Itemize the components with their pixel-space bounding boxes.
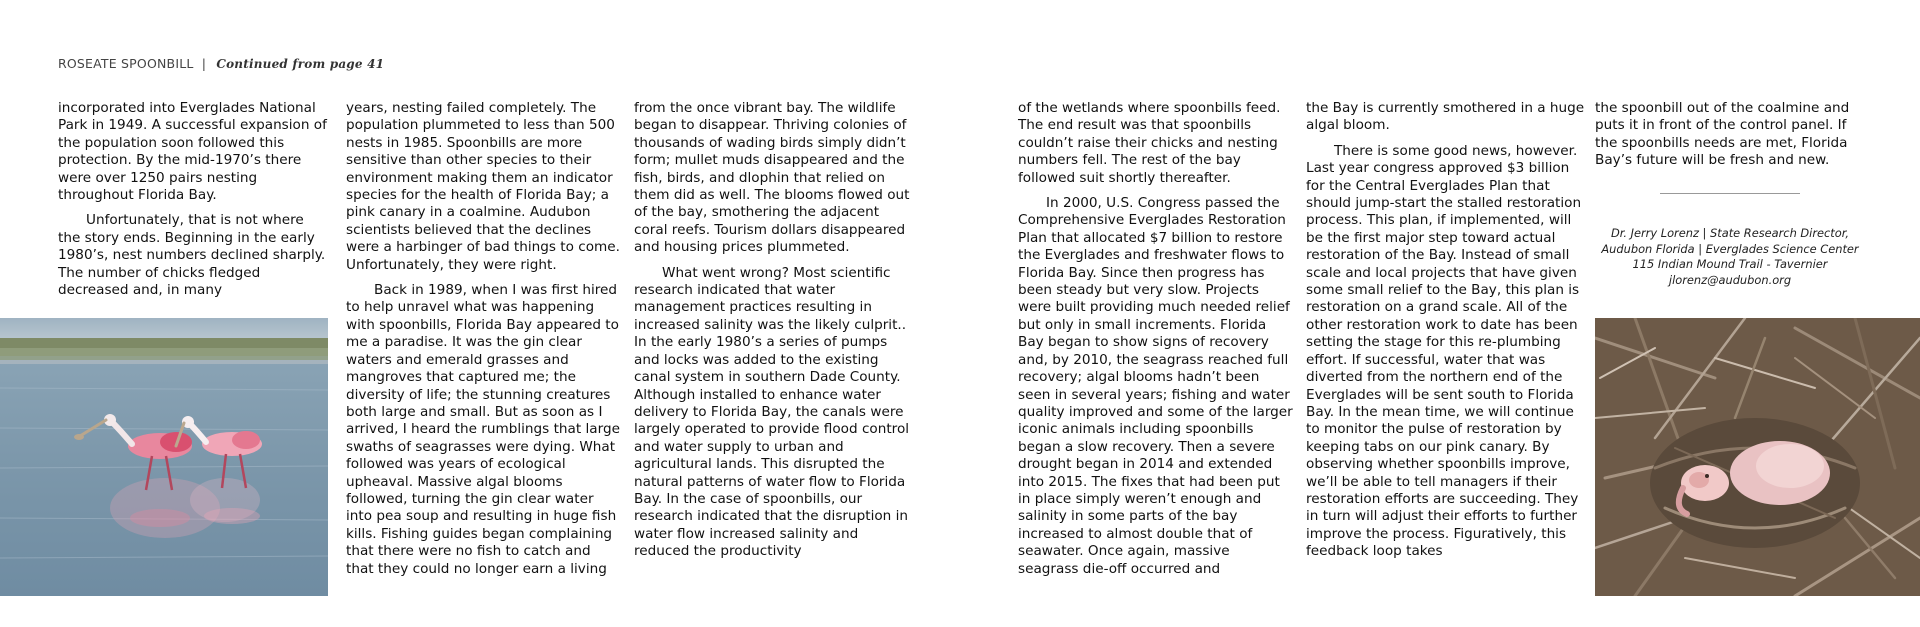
paragraph: What went wrong? Most scientific research indicated that water management practices resulting in increased salinity was the likely culprit.. In the early 1980’s a series of pumps and locks was added to the existing canal system in southern Dade County. Although installed to enhance water delivery to Florida Bay, the canals were largely operated to provide flood control and water supply to urban and agricultural lands. This disrupted the natural patterns of water flow to Florida Bay. In the case of spoonbills, our research indicated that the disruption in water flow increased salinity and reduced the productivity [634,264,910,560]
spoonbill-chick-nest-photo [1595,318,1920,596]
author-address: 115 Indian Mound Trail - Tavernier [1632,257,1828,271]
header-separator: | [201,56,207,71]
article-column-4 [1018,100,1293,578]
article-column-2 [346,100,621,578]
author-email: jlorenz@audubon.org [1668,272,1792,287]
section-title: ROSEATE SPOONBILL [58,56,194,71]
paragraph: from the once vibrant bay. The wildlife began to disappear. Thriving colonies of thousands of wading birds simply didn’t form; mullet muds disappeared and the fish, birds, and dlophin that relied on them did as well. The blooms flowed out of the bay, smothering the adjacent coral reefs. Tourism dollars disappeared and housing prices plummeted. [634,100,910,256]
paragraph: There is some good news, however. Last year congress approved $3 billion for the Central Everglades Plan that should jump-start the stalled restoration process. This plan, if implemented, will be the first major step toward actual restoration of the Bay. Instead of small scale and local projects that have given some small relief to the Bay, this plan is restoration on a grand scale. All of the other restoration work to date has been setting the stage for this re-plumbing effort. If successful, water that was diverted from the northern end of the Everglades will be sent south to Florida Bay. In the mean time, we will continue to monitor the pulse of restoration by keeping tabs on our pink canary. By observing whether spoonbills improve, we’ll be able to tell managers if their restoration efforts are succeeding. They in turn will adjust their efforts to further improve the process. Figuratively, this feedback loop takes [1306,142,1582,560]
running-header [58,56,384,71]
paragraph: years, nesting failed completely. The population plummeted to less than 500 nests in 1985. Spoonbills are more sensitive than other species to their environment making them an indicator species for the health of Florida Bay; a pink canary in a coalmine. Audubon scientists believed that the declines were a harbinger of bad things to come. Unfortunately, they were right. [346,100,620,273]
article-column-6 [1595,100,1865,170]
author-signature [1595,226,1865,288]
spoonbills-wading-illustration [0,318,328,596]
paragraph: of the wetlands where spoonbills feed. The end result was that spoonbills couldn’t raise their chicks and nesting numbers fell. The rest of the bay followed suit shortly thereafter. [1018,100,1281,186]
author-organization: Audubon Florida | Everglades Science Center [1601,241,1859,256]
paragraph: Unfortunately, that is not where the story ends. Beginning in the early 1980’s, nest numbers declined sharply. The number of chicks fledged decreased and, in many [58,212,326,299]
paragraph: In 2000, U.S. Congress passed the Comprehensive Everglades Restoration Plan that allocated $7 billion to restore the Everglades and freshwater flows to Florida Bay. Since then progress has been steady but very slow. Projects were built providing much needed relief but only in small increments. Florida Bay began to show signs of recovery and, by 2010, the seagrass reached full recovery; algal blooms hadn’t been seen in several years; fishing and water quality improved and some of the larger iconic animals including spoonbills began a slow recovery. Then a severe drought began in 2014 and extended into 2015. The fixes that had been put in place simply weren’t enough and salinity in some parts of the bay increased to almost double that of seawater. Once again, massive seagrass die-off occurred and [1018,195,1293,577]
spoonbill-chick-nest-illustration [1595,318,1920,596]
paragraph: incorporated into Everglades National Park in 1949. A successful expansion of the population soon followed this protection. By the mid-1970’s there were over 1250 pairs nesting throughout Florida Bay. [58,100,327,204]
paragraph: the spoonbill out of the coalmine and puts it in front of the control panel. If the spoonbills needs are met, Florida Bay’s future will be fresh and new. [1595,100,1850,169]
article-column-1 [58,100,328,299]
continued-from-note: Continued from page 41 [216,57,385,71]
author-name-title: Dr. Jerry Lorenz | State Research Director, [1610,226,1849,240]
spoonbills-wading-photo [0,318,328,596]
paragraph: Back in 1989, when I was first hired to help unravel what was happening with spoonbills, Florida Bay appeared to me a paradise. It was the gin clear waters and emerald grasses and mangroves that captured me; the diversity of life; the stunning creatures both large and small. But as soon as I arrived, I heard the rumblings that large swaths of seagrasses were dying. What followed was years of ecological upheaval. Massive algal blooms followed, turning the gin clear water into pea soup and resulting in huge fish kills. Fishing guides began complaining that there were no fish to catch and that they could no longer earn a living [346,282,620,577]
signature-divider [1660,193,1800,194]
article-column-5 [1306,100,1586,561]
article-column-3 [634,100,914,561]
paragraph: the Bay is currently smothered in a huge algal bloom. [1306,100,1585,134]
